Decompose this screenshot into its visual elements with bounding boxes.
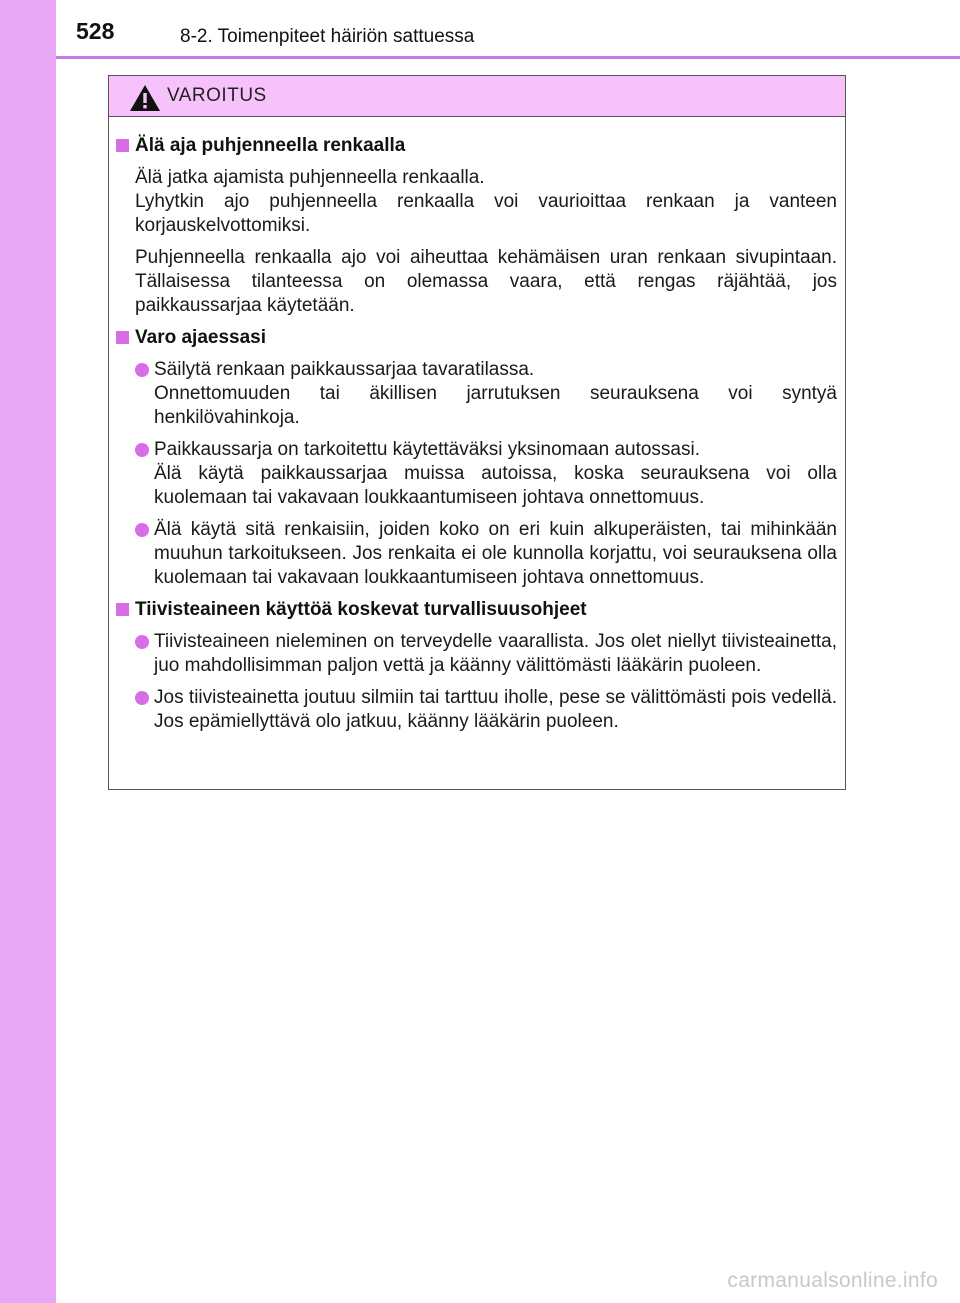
- page-header: [0, 0, 960, 56]
- list-item-line: Onnettomuuden tai äkillisen jarrutuksen seurauksena voi syntyä henkilövahinkoja.: [154, 383, 837, 428]
- warning-label: VAROITUS: [167, 85, 267, 106]
- list-item: [154, 630, 837, 678]
- list-item: [154, 686, 837, 734]
- list-item-line: Älä käytä sitä renkaisiin, joiden koko on eri kuin alkuperäisten, tai mihinkään muuhun tarkoitukseen. Jos renkaita ei ole kunnolla korjattu, voi seurauksena olla kuolemaan tai vakavaan loukkaantumiseen johtava onnettomuus.: [154, 519, 837, 588]
- paragraph-line: Lyhytkin ajo puhjenneella renkaalla voi vaurioittaa renkaan ja vanteen korjauskelvottomiksi.: [135, 191, 837, 236]
- list-item-line: Säilytä renkaan paikkaussarjaa tavaratilassa.: [154, 359, 535, 380]
- section-heading: Varo ajaessasi: [109, 326, 847, 350]
- round-bullet-icon: [135, 363, 149, 377]
- square-bullet-icon: [116, 603, 129, 616]
- round-bullet-icon: [135, 523, 149, 537]
- paragraph-line: Älä jatka ajamista puhjenneella renkaalla.: [135, 167, 485, 188]
- paragraph: [135, 246, 837, 318]
- paragraph-line: Puhjenneella renkaalla ajo voi aiheuttaa kehämäisen uran renkaan sivupintaan. Tällaisessa tilanteessa on olemassa vaara, että rengas räjähtää, jos paikkaussarjaa käytetään.: [135, 247, 837, 316]
- list-item-line: Jos tiivisteainetta joutuu silmiin tai tarttuu iholle, pese se välittömästi pois vedellä. Jos epämiellyttävä olo jatkuu, käänny lääkärin puoleen.: [154, 687, 837, 732]
- list-item-line: Paikkaussarja on tarkoitettu käytettäväksi yksinomaan autossasi.: [154, 439, 700, 460]
- page-number: 528: [76, 18, 115, 44]
- list-item: [154, 518, 837, 590]
- warning-box: [108, 75, 846, 790]
- paragraph: [135, 166, 837, 238]
- round-bullet-icon: [135, 635, 149, 649]
- header-divider: [56, 56, 960, 59]
- round-bullet-icon: [135, 691, 149, 705]
- square-bullet-icon: [116, 139, 129, 152]
- list-item-line: Tiivisteaineen nieleminen on terveydelle vaarallista. Jos olet niellyt tiivisteainetta, juo mahdollisimman paljon vettä ja käänny välittömästi lääkärin puoleen.: [154, 631, 837, 676]
- round-bullet-icon: [135, 443, 149, 457]
- list-item: [154, 438, 837, 510]
- square-bullet-icon: [116, 331, 129, 344]
- watermark: carmanualsonline.info: [727, 1269, 938, 1292]
- list-item-line: Älä käytä paikkaussarjaa muissa autoissa, koska seurauksena voi olla kuolemaan tai vakavaan loukkaantumiseen johtava onnettomuus.: [154, 463, 837, 508]
- warning-triangle-icon: [129, 84, 161, 112]
- section-heading: Älä aja puhjenneella renkaalla: [109, 134, 847, 158]
- warning-header: [109, 76, 845, 117]
- side-margin-strip: [0, 0, 56, 1303]
- list-item: [154, 358, 837, 430]
- section-heading: Tiivisteaineen käyttöä koskevat turvallisuusohjeet: [109, 598, 847, 622]
- section-title: 8-2. Toimenpiteet häiriön sattuessa: [180, 26, 475, 47]
- warning-content: [109, 134, 847, 742]
